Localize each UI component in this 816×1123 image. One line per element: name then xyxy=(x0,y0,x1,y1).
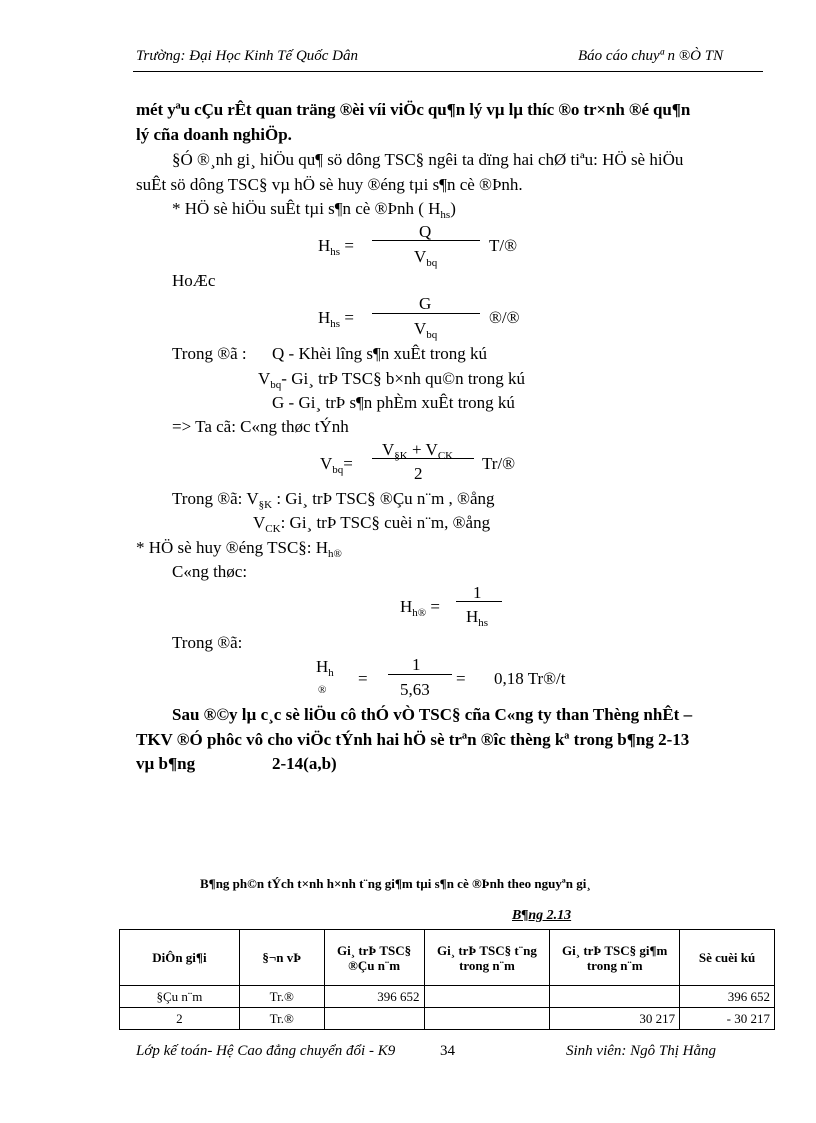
ta-co-line: => Ta cã: C«ng thøc tÝnh xyxy=(172,417,349,436)
formula-3-denominator: 2 xyxy=(414,464,423,483)
table-label: B¶ng 2.13 xyxy=(512,908,572,923)
table-cell xyxy=(324,1008,424,1030)
fraction-line xyxy=(456,601,502,602)
trong-do-label: Trong ®ã: xyxy=(172,633,243,652)
table-row xyxy=(120,986,775,1008)
paragraph-line: suÊt sö dông TSC§ vµ hÖ sè huy ®éng tµi s¶n cè ®Þnh. xyxy=(136,175,523,194)
legend-v: $V_{bq}-$ Gi¸ trÞ TSC§ b×nh qu©n trong kú xyxy=(258,369,525,391)
table-cell: Tr.® xyxy=(239,986,324,1008)
column-header: DiÔn gi¶i xyxy=(120,930,240,986)
formula-3-lhs: $V_{bq}=$ xyxy=(320,454,353,476)
heading-efficiency: * HÖ sè hiÖu suÊt tµi s¶n cè ®Þnh ( $H_{hs}$) xyxy=(172,199,456,221)
formula-5-lhs-sub: ® xyxy=(318,684,327,696)
legend-vck: $V_{CK}$: Gi¸ trÞ TSC§ cuèi n¨m, ®ång xyxy=(253,513,491,535)
heading-mobilization: * HÖ sè huy ®éng TSC§: $H_{h®}$ xyxy=(136,538,342,560)
formula-5-result: 0,18 Tr®/t xyxy=(494,669,566,688)
paragraph-line: 2-14(a,b) xyxy=(272,754,337,773)
cong-thuc-label: C«ng thøc: xyxy=(172,562,248,581)
table-cell xyxy=(424,1008,550,1030)
paragraph-line: vµ b¶ng xyxy=(136,754,196,773)
fraction-line xyxy=(372,313,480,314)
paragraph-line: §Ó ®¸nh gi¸ hiÖu qu¶ sö dông TSC§ ngêi ta dïng hai chØ tiªu: HÖ sè hiÖu xyxy=(172,150,684,169)
table-cell: - 30 217 xyxy=(680,1008,775,1030)
paragraph-line: Sau ®©y lµ c¸c sè liÖu cô thÓ vÒ TSC§ cña C«ng ty than Thèng nhÊt – xyxy=(172,705,693,724)
formula-5-numerator: 1 xyxy=(412,655,421,674)
formula-2-numerator: G xyxy=(419,294,432,313)
formula-1-lhs: $H_{hs}$ = xyxy=(318,236,354,258)
table-cell: 2 xyxy=(120,1008,240,1030)
formula-3-numerator: $V_{\S K} + V_{CK}$ xyxy=(382,440,454,462)
legend-g: G - Gi¸ trÞ s¶n phÈm xuÊt trong kú xyxy=(272,393,515,412)
fraction-line xyxy=(372,240,480,241)
formula-4-lhs: $H_{h®}$ = xyxy=(400,597,440,619)
hoac-label: HoÆc xyxy=(172,271,216,290)
table-cell xyxy=(424,986,550,1008)
formula-2-lhs: $H_{hs}$ = xyxy=(318,308,354,330)
formula-5-lhs: $H_h$ xyxy=(316,657,334,679)
table-cell: 396 652 xyxy=(680,986,775,1008)
formula-1-unit: T/® xyxy=(489,236,518,255)
paragraph-line: lý cña doanh nghiÖp. xyxy=(136,125,292,144)
table-cell: 396 652 xyxy=(324,986,424,1008)
formula-1-numerator: Q xyxy=(419,222,432,241)
column-header: Gi¸ trÞ TSC§ gi¶m trong n¨m xyxy=(550,930,680,986)
legend-intro: Trong ®ã : xyxy=(172,344,247,363)
formula-4-numerator: 1 xyxy=(473,583,482,602)
table-row xyxy=(120,1008,775,1030)
formula-2-unit: ®/® xyxy=(489,308,520,327)
table-header-row xyxy=(120,930,775,986)
formula-1-denominator: $V_{bq}$ xyxy=(414,247,438,269)
column-header: Sè cuèi kú xyxy=(680,930,775,986)
footer-class: Lớp kế toán- Hệ Cao đẳng chuyển đổi - K9 xyxy=(136,1043,396,1059)
legend-q: Q - Khèi lîng s¶n xuÊt trong kú xyxy=(272,344,487,363)
formula-4-denominator: $H_{hs}$ xyxy=(466,607,489,629)
page-number: 34 xyxy=(440,1043,455,1059)
table-cell: §Çu n¨m xyxy=(120,986,240,1008)
footer-student: Sinh viên: Ngô Thị Hằng xyxy=(566,1043,716,1059)
data-table xyxy=(119,929,775,1030)
formula-2-denominator: $V_{bq}$ xyxy=(414,319,438,341)
column-header: Gi¸ trÞ TSC§ t¨ng trong n¨m xyxy=(424,930,550,986)
formula-5-denominator: 5,63 xyxy=(400,680,430,699)
table-title: B¶ng ph©n tÝch t×nh h×nh t¨ng gi¶m tµi s¶n cè ®Þnh theo nguyªn gi¸ xyxy=(200,876,591,891)
header-rule xyxy=(133,71,763,72)
formula-5-eq2: = xyxy=(456,669,466,688)
table-cell: Tr.® xyxy=(239,1008,324,1030)
formula-3-unit: Tr/® xyxy=(482,454,516,473)
legend-vdk: Trong ®ã: $V_{\S K}$ : Gi¸ trÞ TSC§ ®Çu n¨m , ®ång xyxy=(172,489,495,511)
formula-5-eq: = xyxy=(358,669,368,688)
paragraph-line: TKV ®Ó phôc vô cho viÖc tÝnh hai hÖ sè trªn ®îc thèng kª trong b¶ng 2-13 xyxy=(136,730,690,749)
fraction-line xyxy=(372,458,474,459)
header-report: Báo cáo chuyª n ®Ò TN xyxy=(578,48,724,64)
column-header: §¬n vÞ xyxy=(239,930,324,986)
table-cell xyxy=(550,986,680,1008)
table-cell: 30 217 xyxy=(550,1008,680,1030)
fraction-line xyxy=(388,674,452,675)
header-school: Trường: Đại Học Kinh Tế Quốc Dân xyxy=(136,48,359,64)
paragraph-line: mét yªu cÇu rÊt quan träng ®èi víi viÖc qu¶n lý vµ lµ thíc ®o tr×nh ®é qu¶n xyxy=(136,100,691,119)
column-header: Gi¸ trÞ TSC§ ®Çu n¨m xyxy=(324,930,424,986)
